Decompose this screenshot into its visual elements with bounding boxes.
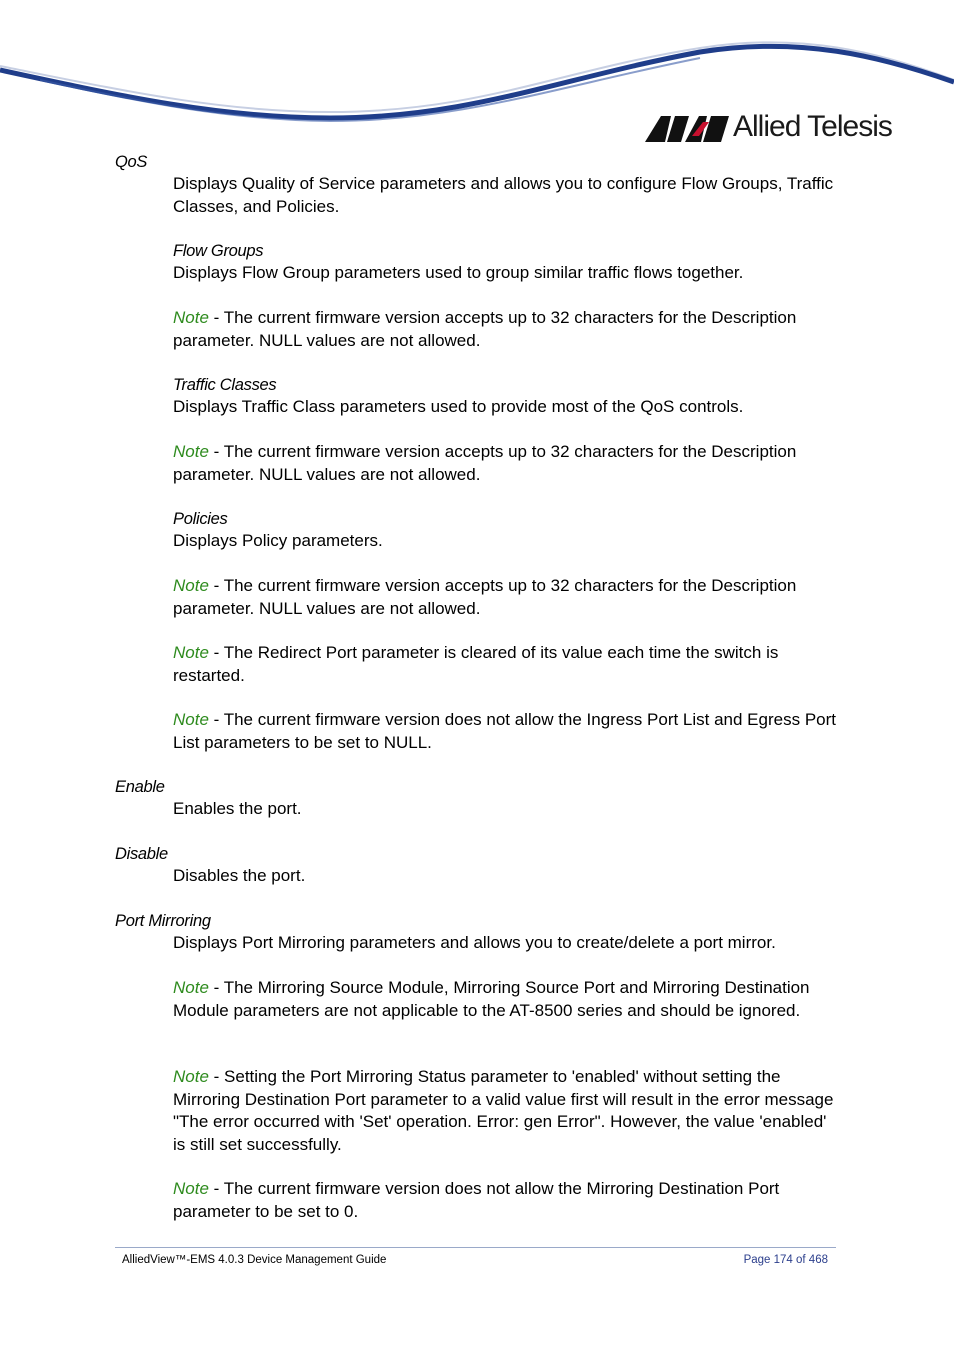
note-text: - The current firmware version does not allow the Mirroring Destination Port parameter to be set to 0. [173, 1179, 780, 1221]
note-label: Note [173, 442, 209, 461]
policies-note-1 [173, 575, 843, 620]
term-disable: Disable [115, 845, 168, 863]
footer-page-number: Page 174 of 468 [743, 1254, 828, 1266]
note-text: - The current firmware version accepts up to 32 characters for the Description parameter. NULL values are not allowed. [173, 308, 797, 350]
note-label: Note [173, 643, 209, 662]
port-mirroring-description: Displays Port Mirroring parameters and allows you to create/delete a port mirror. [173, 933, 776, 952]
port-mirroring-note-1 [173, 977, 843, 1022]
term-qos: QoS [115, 153, 148, 171]
note-text: - The current firmware version accepts up to 32 characters for the Description parameter. NULL values are not allowed. [173, 576, 797, 618]
note-label: Note [173, 710, 209, 729]
flow-groups-note [173, 307, 843, 352]
note-text: - The Mirroring Source Module, Mirroring Source Port and Mirroring Destination Module parameters are not applicable to the AT-8500 series and should be ignored. [173, 978, 810, 1020]
subterm-traffic-classes: Traffic Classes [173, 376, 277, 394]
port-mirroring-note-2 [173, 1066, 843, 1156]
traffic-classes-description: Displays Traffic Class parameters used to provide most of the QoS controls. [173, 397, 744, 416]
note-label: Note [173, 308, 209, 327]
qos-description: Displays Quality of Service parameters and allows you to configure Flow Groups, Traffic Classes, and Policies. [173, 174, 834, 216]
note-text: - The current firmware version does not allow the Ingress Port List and Egress Port List parameters to be set to NULL. [173, 710, 836, 752]
logo-text: Allied Telesis [733, 110, 892, 143]
enable-description: Enables the port. [173, 799, 302, 818]
term-port-mirroring: Port Mirroring [115, 912, 211, 930]
term-enable: Enable [115, 778, 165, 796]
note-label: Note [173, 978, 209, 997]
footer-divider [115, 1247, 836, 1248]
policies-note-3 [173, 709, 843, 754]
note-label: Note [173, 1067, 209, 1086]
allied-telesis-logo-mark-icon [645, 114, 729, 142]
disable-description: Disables the port. [173, 866, 306, 885]
policies-description: Displays Policy parameters. [173, 531, 383, 550]
note-label: Note [173, 576, 209, 595]
note-label: Note [173, 1179, 209, 1198]
port-mirroring-note-3 [173, 1178, 843, 1223]
allied-telesis-logo [645, 108, 905, 148]
subterm-flow-groups: Flow Groups [173, 242, 264, 260]
flow-groups-description: Displays Flow Group parameters used to group similar traffic flows together. [173, 263, 744, 282]
traffic-classes-note [173, 441, 843, 486]
note-text: - The current firmware version accepts up to 32 characters for the Description parameter. NULL values are not allowed. [173, 442, 797, 484]
note-text: - Setting the Port Mirroring Status parameter to 'enabled' without setting the Mirroring Destination Port parameter to a valid value first will result in the error message "The error occurred with 'Set' operation. Error: gen Error". However, the value 'enabled' is still set successfully. [173, 1067, 834, 1154]
policies-note-2 [173, 642, 843, 687]
note-text: - The Redirect Port parameter is cleared of its value each time the switch is restarted. [173, 643, 779, 685]
subterm-policies: Policies [173, 510, 228, 528]
footer-document-title: AlliedView™-EMS 4.0.3 Device Management Guide [122, 1254, 387, 1266]
